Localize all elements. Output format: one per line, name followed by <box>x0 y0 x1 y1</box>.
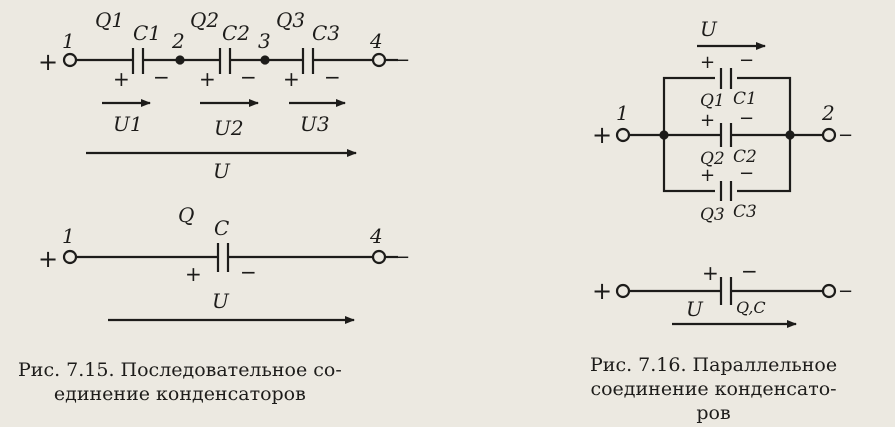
terminal-node-1 <box>617 129 629 141</box>
polarity-minus-c2: − <box>240 65 257 89</box>
node-label-2: 2 <box>822 101 835 125</box>
terminal-node-4 <box>373 251 385 263</box>
voltage-label-u: U <box>700 17 717 41</box>
voltage-label-u1: U1 <box>113 112 143 136</box>
polarity-plus-c3: + <box>700 165 716 186</box>
capacitor-label-c1: C1 <box>733 89 757 109</box>
charge-label-q2: Q2 <box>700 149 725 169</box>
capacitor-label-c: C <box>214 216 230 240</box>
minus-sign: − <box>395 247 411 268</box>
polarity-minus-c3: − <box>324 65 341 89</box>
polarity-plus-c2: + <box>199 67 216 91</box>
capacitor-label-qc: Q,C <box>736 298 766 317</box>
capacitor-label-c3: C3 <box>733 202 757 222</box>
charge-label-q1: Q1 <box>95 8 125 32</box>
node-label-4: 4 <box>370 29 383 53</box>
node-label-4: 4 <box>370 224 383 248</box>
caption-line: Рис. 7.15. Последовательное со- <box>18 359 342 381</box>
capacitor-label-c2: C2 <box>733 147 757 167</box>
equivalent-parallel-circuit <box>617 277 835 324</box>
polarity-plus-c2: + <box>700 110 716 131</box>
voltage-label-u: U <box>212 289 229 313</box>
figure-caption-7-16 <box>590 353 837 425</box>
node-label-1: 1 <box>616 101 629 125</box>
charge-label-q2: Q2 <box>190 8 220 32</box>
charge-label-q: Q <box>178 203 195 227</box>
minus-sign: − <box>838 125 854 146</box>
junction-right <box>787 132 794 139</box>
polarity-minus-c1: − <box>739 50 755 71</box>
polarity-minus: − <box>240 260 257 284</box>
polarity-plus-c1: + <box>113 67 130 91</box>
caption-line: ров <box>696 402 731 424</box>
plus-sign: + <box>592 121 613 149</box>
charge-label-q3: Q3 <box>276 8 306 32</box>
polarity-plus-c1: + <box>700 52 716 73</box>
voltage-label-u2: U2 <box>214 116 244 140</box>
terminal-node-1 <box>64 54 76 66</box>
node-label-1: 1 <box>62 224 75 248</box>
node-label-1: 1 <box>62 29 75 53</box>
charge-label-q3: Q3 <box>700 205 725 225</box>
polarity-plus: + <box>185 262 202 286</box>
parallel-circuit <box>617 46 835 201</box>
voltage-label-u: U <box>686 297 703 321</box>
minus-sign: − <box>395 50 411 71</box>
plus-sign: + <box>38 48 59 76</box>
polarity-plus: + <box>702 261 719 285</box>
capacitor-label-c1: C1 <box>133 21 162 45</box>
junction-node-2 <box>177 57 184 64</box>
terminal-node-right <box>823 285 835 297</box>
series-circuit-labels <box>38 8 410 183</box>
charge-label-q1: Q1 <box>700 91 725 111</box>
polarity-minus: − <box>741 259 758 283</box>
junction-left <box>661 132 668 139</box>
caption-line: единение конденсаторов <box>53 383 306 405</box>
equivalent-series-circuit <box>64 243 398 320</box>
junction-node-3 <box>262 57 269 64</box>
capacitor-label-c2: C2 <box>222 21 251 45</box>
polarity-minus-c1: − <box>153 65 170 89</box>
polarity-minus-c3: − <box>739 163 755 184</box>
caption-line: Рис. 7.16. Параллельное <box>590 354 838 376</box>
terminal-node-left <box>617 285 629 297</box>
caption-line: соединение конденсато- <box>590 378 837 400</box>
plus-sign: + <box>592 277 613 305</box>
terminal-node-2 <box>823 129 835 141</box>
voltage-label-u3: U3 <box>300 112 330 136</box>
minus-sign: − <box>838 281 854 302</box>
plus-sign: + <box>38 245 59 273</box>
figure-caption-7-15 <box>18 358 342 406</box>
node-label-3: 3 <box>258 29 271 53</box>
capacitor-label-c3: C3 <box>312 21 341 45</box>
voltage-label-u-total: U <box>213 159 230 183</box>
terminal-node-4 <box>373 54 385 66</box>
polarity-plus-c3: + <box>283 67 300 91</box>
polarity-minus-c2: − <box>739 108 755 129</box>
terminal-node-1 <box>64 251 76 263</box>
node-label-2: 2 <box>172 29 185 53</box>
